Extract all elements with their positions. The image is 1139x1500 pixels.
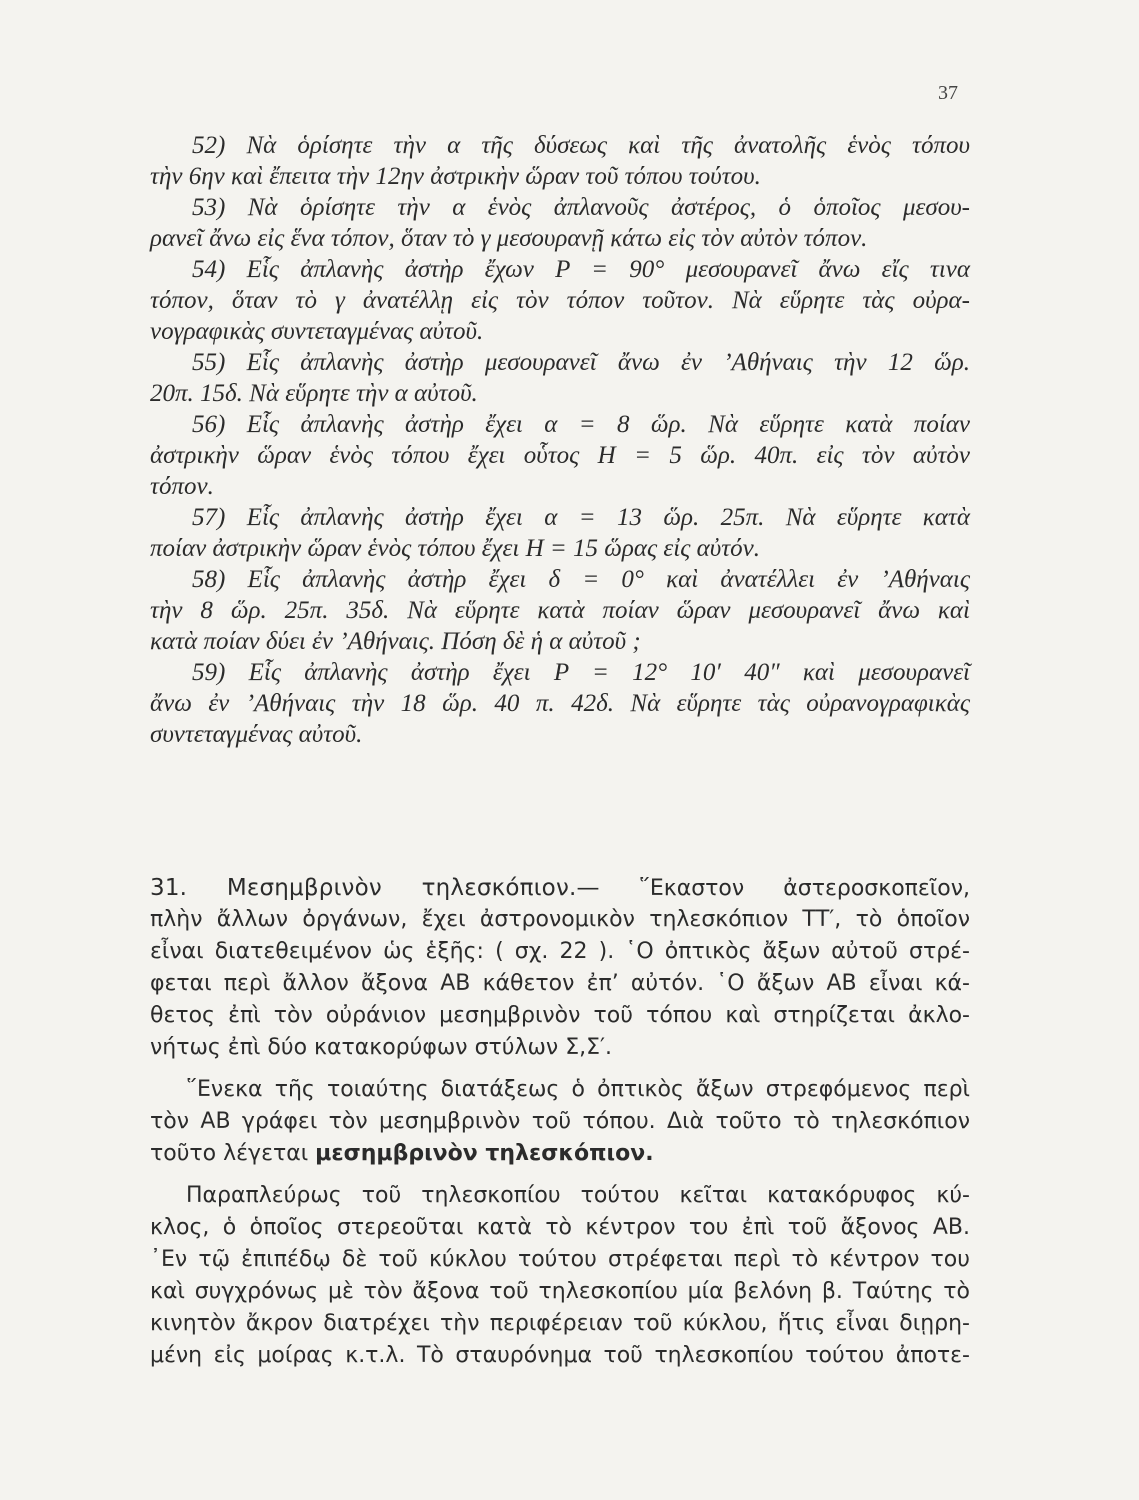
exercise-line: ποίαν ἀστρικὴν ὥραν ἑνὸς τόπου ἔχει H = 15 ὥρας εἰς αὐτόν. [150,535,761,562]
exercise-line: ρανεῖ ἄνω εἰς ἕνα τόπον, ὅταν τὸ γ μεσουρανῇ κάτω εἰς τὸν αὐτὸν τόπον. [150,225,868,252]
exercise-line: 20π. 15δ. Νὰ εὕρητε τὴν α αὐτοῦ. [150,380,478,407]
paragraph-line: εἶναι διατεθειμένον ὡς ἑξῆς: ( σχ. 22 ). ῾Ο ὀπτικὸς ἄξων αὐτοῦ στρέ- [150,939,970,964]
exercise-line: νογραφικὰς συντεταγμένας αὐτοῦ. [150,318,484,345]
exercise-line: 55) Εἷς ἀπλανὴς ἀστὴρ μεσουρανεῖ ἄνω ἐν ’Αθήναις τὴν 12 ὥρ. [192,349,970,376]
exercise-line: 58) Εἷς ἀπλανὴς ἀστὴρ ἔχει δ = 0° καὶ ἀνατέλλει ἐν ’Αθήναις [192,566,970,593]
paragraph-line: θετος ἐπὶ τὸν οὐράνιον μεσημβρινὸν τοῦ τόπου καὶ στηρίζεται ἀκλο- [150,1003,970,1028]
exercise-line: τὴν 8 ὥρ. 25π. 35δ. Νὰ εὕρητε κατὰ ποίαν ὥραν μεσουρανεῖ ἄνω καὶ [150,597,970,624]
section-heading: 31. Μεσημβρινὸν τηλεσκόπιον.— [150,875,600,901]
exercise-line: 56) Εἷς ἀπλανὴς ἀστὴρ ἔχει α = 8 ὥρ. Νὰ εὕρητε κατὰ ποίαν [192,411,970,438]
exercise-line: κατὰ ποίαν δύει ἐν ’Αθήναις. Πόση δὲ ἡ α αὐτοῦ ; [150,628,641,655]
paragraph-line: ῞Εκαστον ἀστεροσκοπεῖον, [638,876,970,901]
paragraph-line: φεται περὶ ἄλλον ἄξονα ΑΒ κάθετον ἐπ’ αὐτόν. ῾Ο ἄξων ΑΒ εἶναι κά- [150,971,970,996]
paragraph-line: ῞Ενεκα τῆς τοιαύτης διατάξεως ὁ ὀπτικὸς ἄξων στρεφόμενος περὶ [186,1077,970,1102]
paragraph-line: νήτως ἐπὶ δύο κατακορύφων στύλων Σ,Σ′. [150,1035,612,1060]
paragraph-line: κινητὸν ἄκρον διατρέχει τὴν περιφέρειαν τοῦ κύκλου, ἥτις εἶναι διῃρη- [150,1311,970,1336]
paragraph-line [150,1138,970,1170]
exercise-line: τόπον, ὅταν τὸ γ ἀνατέλλῃ εἰς τὸν τόπον τοῦτον. Νὰ εὕρητε τὰς οὐρα- [150,287,970,314]
exercise-line: 53) Νὰ ὁρίσητε τὴν α ἑνὸς ἀπλανοῦς ἀστέρος, ὁ ὁποῖος μεσου- [192,194,970,221]
paragraph-line: τὸν ΑΒ γράφει τὸν μεσημβρινὸν τοῦ τόπου. Διὰ τοῦτο τὸ τηλεσκόπιον [150,1109,970,1134]
paragraph-line: μένη εἰς μοίρας κ.τ.λ. Τὸ σταυρόνημα τοῦ τηλεσκοπίου τούτου ἀποτε- [150,1343,970,1368]
paragraph-line: καὶ συγχρόνως μὲ τὸν ἄξονα τοῦ τηλεσκοπίου μία βελόνη β. Ταύτης τὸ [150,1279,970,1304]
paragraph-line: πλὴν ἄλλων ὀργάνων, ἔχει ἀστρονομικὸν τηλεσκόπιον ΤΤ′, τὸ ὁποῖον [150,907,970,932]
exercise-line: 54) Εἷς ἀπλανὴς ἀστὴρ ἔχων P = 90° μεσουρανεῖ ἄνω εἴς τινα [192,256,970,283]
exercise-list [150,130,970,750]
paragraph-line: Παραπλεύρως τοῦ τηλεσκοπίου τούτου κεῖται κατακόρυφος κύ- [186,1183,970,1208]
exercise-line: 57) Εἷς ἀπλανὴς ἀστὴρ ἔχει α = 13 ὥρ. 25π. Νὰ εὕρητε κατὰ [192,504,970,531]
exercise-line: τὴν 6ην καὶ ἔπειτα τὴν 12ην ἀστρικὴν ὥραν τοῦ τόπου τούτου. [150,163,761,190]
exercise-line: ἄνω ἐν ’Αθήναις τὴν 18 ὥρ. 40 π. 42δ. Νὰ εὕρητε τὰς οὐρανογραφικὰς [150,690,970,717]
exercise-line: 52) Νὰ ὁρίσητε τὴν α τῆς δύσεως καὶ τῆς ἀνατολῆς ἑνὸς τόπου [192,132,970,159]
paragraph-line: ᾿Εν τῷ ἐπιπέδῳ δὲ τοῦ κύκλου τούτου στρέφεται περὶ τὸ κέντρον του [150,1247,970,1272]
exercise-line: 59) Εἷς ἀπλανὴς ἀστὴρ ἔχει P = 12° 10′ 40″ καὶ μεσουρανεῖ [192,659,970,686]
exercise-line: ἀστρικὴν ὥραν ἑνὸς τόπου ἔχει οὗτος H = 5 ὥρ. 40π. εἰς τὸν αὐτὸν [150,442,970,469]
bold-term: μεσημβρινὸν τηλεσκόπιον. [315,1141,654,1166]
page-number: 37 [938,82,958,104]
exercise-line: τόπον. [150,473,214,500]
exercise-line: συντεταγμένας αὐτοῦ. [150,721,363,748]
section-heading-line [150,872,970,904]
section-31 [150,872,970,1372]
paragraph-text: τοῦτο λέγεται [150,1141,309,1166]
paragraph-line: κλος, ὁ ὁποῖος στερεοῦται κατὰ τὸ κέντρον του ἐπὶ τοῦ ἄξονος ΑΒ. [150,1215,970,1240]
